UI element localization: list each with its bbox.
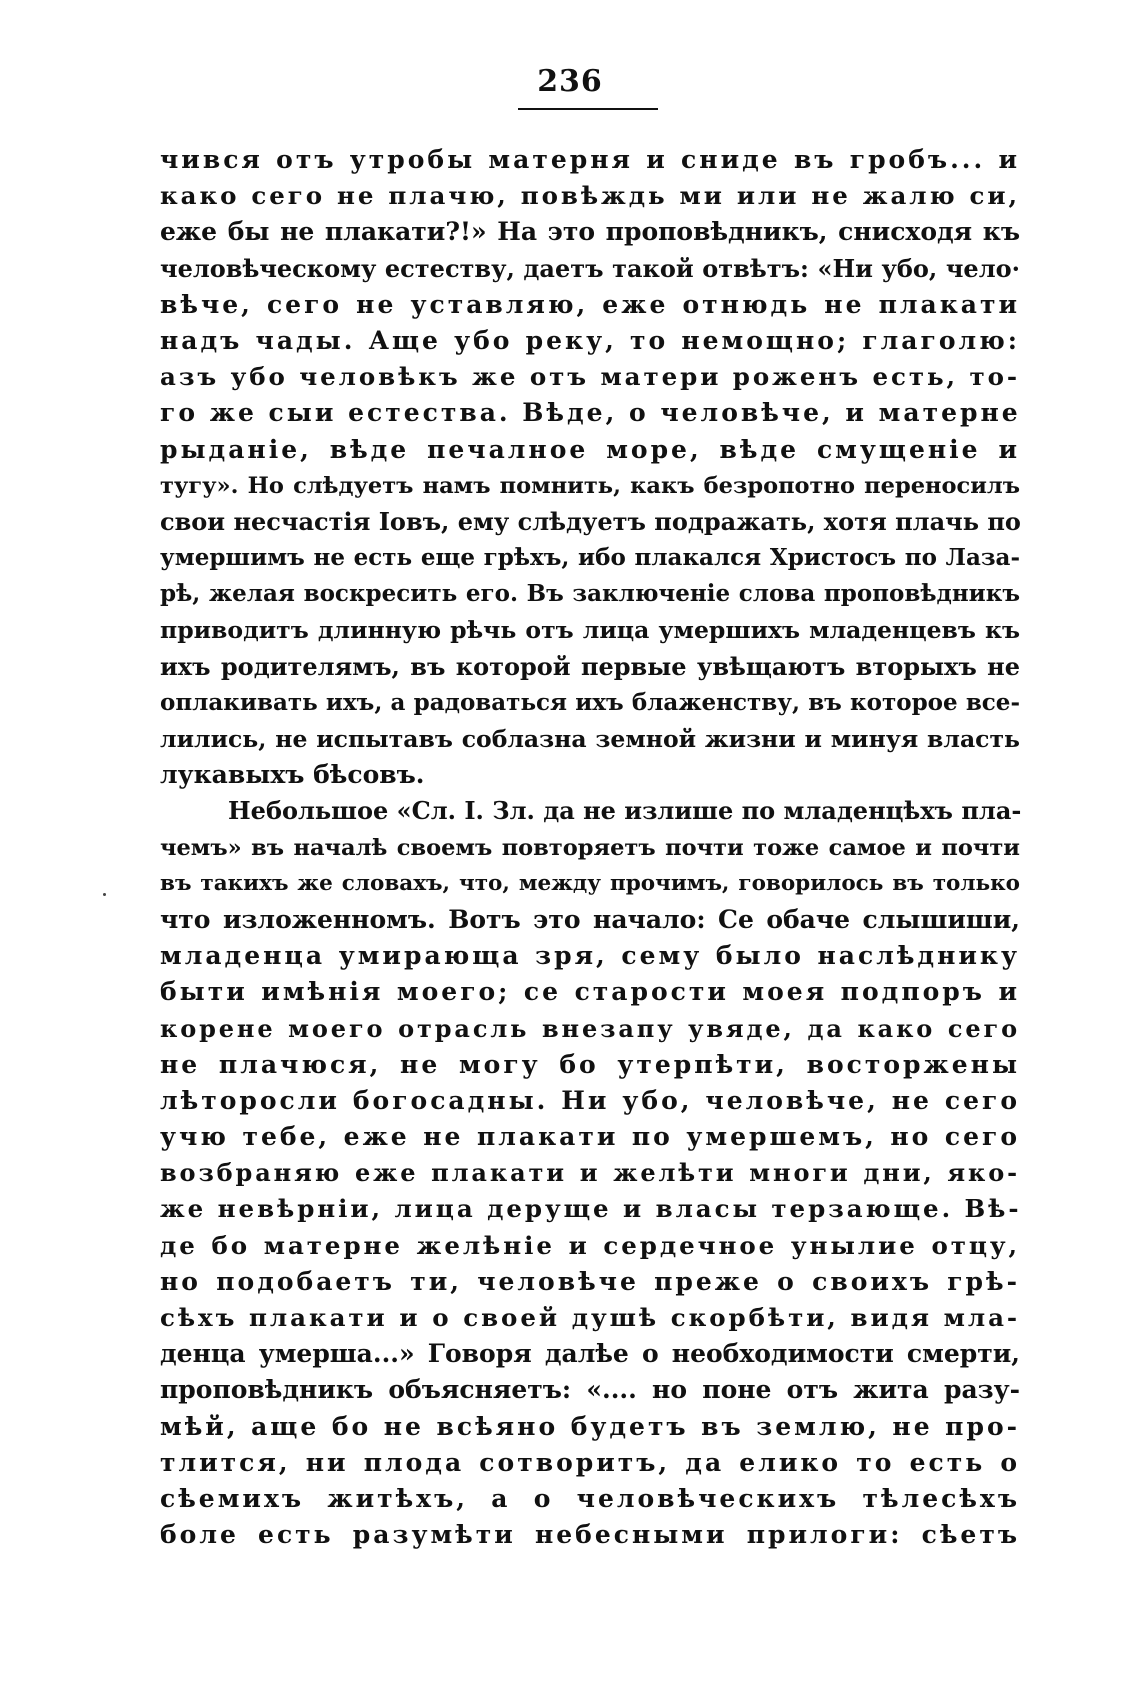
text-line: что изложенномъ. Вотъ это начало: Се обаче слышиши, xyxy=(160,904,1020,934)
text-line: мѣй, аще бо не всѣяно будетъ въ землю, не про- xyxy=(160,1411,1020,1441)
text-line: но подобаетъ ти, человѣче преже о своихъ грѣ- xyxy=(160,1266,1020,1296)
text-line: лѣторосли богосадны. Ни убо, человѣче, не сего xyxy=(160,1085,1020,1115)
text-line: како сего не плачю, повѣждь ми или не жалю си, xyxy=(160,181,1020,211)
text-line: де бо матерне желѣніе и сердечное унылие отцу, xyxy=(160,1230,1020,1260)
page-number-rule xyxy=(518,108,658,110)
paragraph-2 xyxy=(160,793,1020,1553)
text-line: свои несчастія Іовъ, ему слѣдуетъ подражать, хотя плачь по xyxy=(160,506,1021,536)
text-line: рыданіе, вѣде печалное море, вѣде смущеніе и xyxy=(160,434,1020,464)
text-line: возбраняю еже плакати и желѣти многи дни, яко- xyxy=(160,1158,1020,1188)
text-line: корене моего отрасль внезапу увяде, да како сего xyxy=(160,1013,1020,1043)
text-line: го же сыи естества. Вѣде, о человѣче, и матерне xyxy=(160,398,1021,428)
text-line: приводитъ длинную рѣчь отъ лица умершихъ младенцевъ къ xyxy=(160,616,1020,645)
text-line: ихъ родителямъ, въ которой первые увѣщаютъ вторыхъ не xyxy=(160,651,1020,681)
body-text xyxy=(160,142,1020,1553)
text-line: оплакивать ихъ, а радоваться ихъ блаженству, въ которое все- xyxy=(160,688,1020,716)
paragraph-1 xyxy=(160,142,1020,793)
text-line: сѣхъ плакати и о своей душѣ скорбѣти, видя мла- xyxy=(160,1303,1020,1332)
text-line: быти имѣнія моего; се старости моея подпоръ и xyxy=(160,977,1020,1007)
text-line: вѣче, сего не уставляю, еже отнюдь не плакати xyxy=(160,289,1020,319)
text-line: боле есть разумѣти небесными прилоги: сѣетъ xyxy=(160,1520,1020,1550)
text-line: младенца умирающа зря, сему было наслѣднику xyxy=(160,941,1020,971)
text-line: денца умерша...» Говоря далѣе о необходимости смерти, xyxy=(160,1339,1020,1369)
text-line: надъ чады. Аще убо реку, то немощно; глаголю: xyxy=(160,325,1020,355)
text-line: человѣческому естеству, даетъ такой отвѣтъ: «Ни убо, чело· xyxy=(160,253,1020,283)
text-line: тугу». Но слѣдуетъ намъ помнить, какъ безропотно переносилъ xyxy=(160,472,1020,499)
text-line: лились, не испытавъ соблазна земной жизни и минуя власть xyxy=(160,725,1020,753)
text-line: чився отъ утробы матерня и сниде въ гробъ... и xyxy=(160,145,1020,174)
text-line: еже бы не плакати?!» На это проповѣдникъ, снисходя къ xyxy=(160,217,1020,247)
text-line: умершимъ не есть еще грѣхъ, ибо плакался Христосъ по Лаза- xyxy=(160,544,1020,572)
text-line: учю тебе, еже не плакати по умершемъ, но сего xyxy=(160,1122,1020,1152)
text-line: чемъ» въ началѣ своемъ повторяетъ почти тоже самое и почти xyxy=(160,834,1020,861)
text-line: азъ убо человѣкъ же отъ матери роженъ есть, то- xyxy=(160,362,1020,392)
text-line: проповѣдникъ объясняетъ: «.... но поне отъ жита разу- xyxy=(160,1375,1020,1405)
ink-speck xyxy=(103,893,106,896)
text-line: сѣемихъ житѣхъ, а о человѣческихъ тѣлесѣхъ xyxy=(160,1483,1020,1513)
text-line: тлится, ни плода сотворитъ, да елико то есть о xyxy=(160,1447,1020,1477)
text-line: же невѣрніи, лица дерущe и власы терзающе. Вѣ- xyxy=(160,1194,1022,1224)
page-number: 236 xyxy=(537,64,603,99)
text-line: не плачюся, не могу бо утерпѣти, восторжены xyxy=(160,1049,1020,1079)
text-line: Небольшое «Сл. І. Зл. да не излише по младенцѣхъ пла- xyxy=(228,796,1022,826)
text-line: лукавыхъ бѣсовъ. xyxy=(160,760,425,790)
text-line: въ такихъ же словахъ, что, между прочимъ, говорилось въ только xyxy=(160,870,1020,896)
text-line: рѣ, желая воскресить его. Въ заключеніе слова проповѣдникъ xyxy=(160,580,1020,608)
